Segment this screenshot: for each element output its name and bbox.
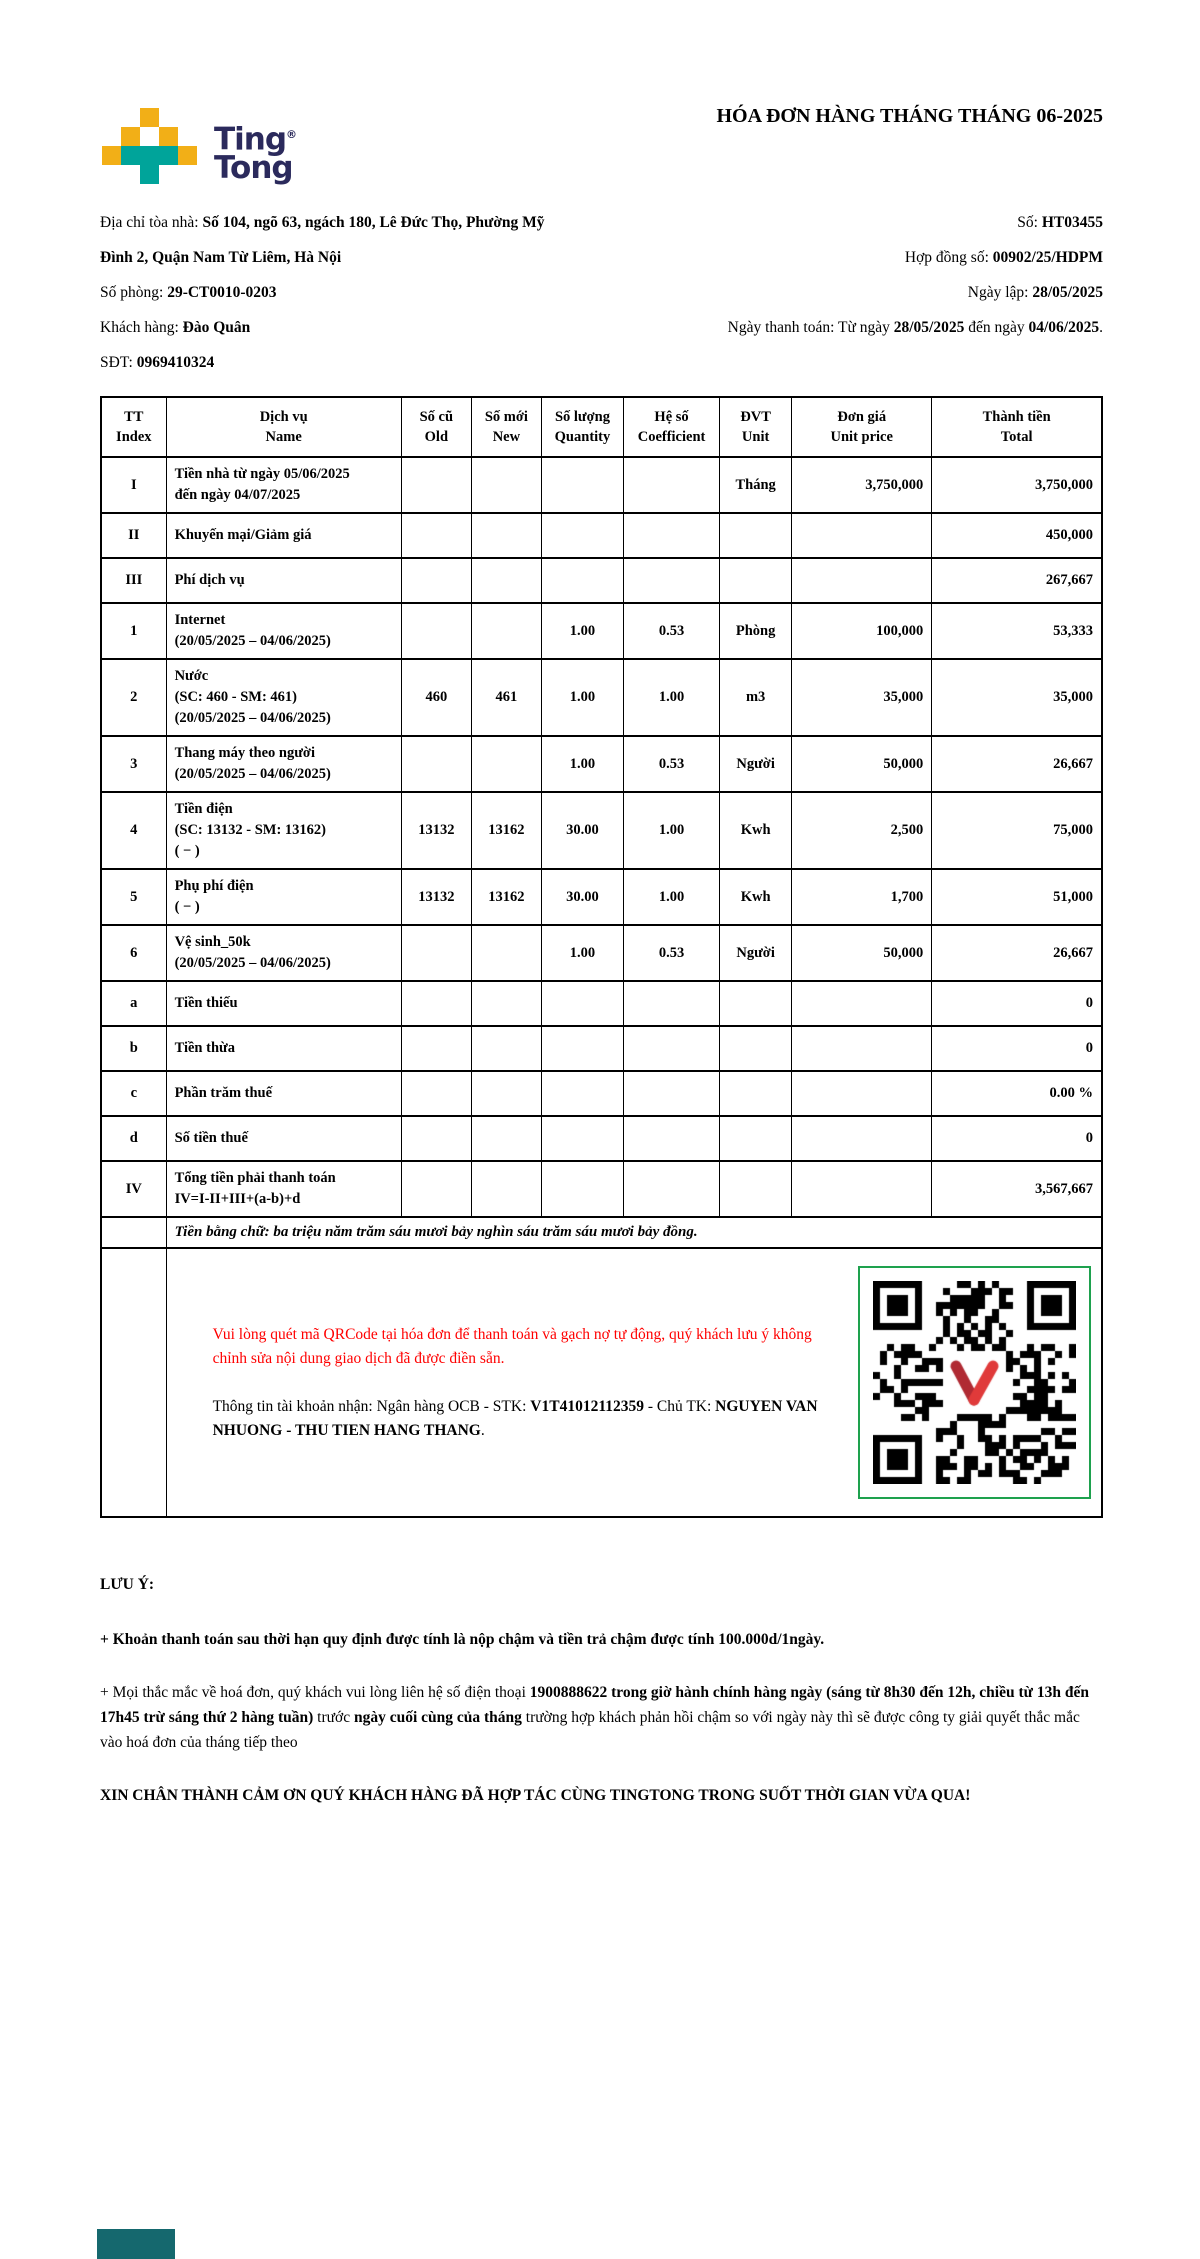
info-field: Ngày thanh toán: Từ ngày 28/05/2025 đến ngày 04/06/2025. (727, 319, 1103, 336)
invoice-row (101, 513, 1102, 558)
cell-new-reading (471, 558, 541, 603)
invoice-row (101, 869, 1102, 925)
qr-row (101, 1248, 1102, 1517)
cell-service-name: Tổng tiền phải thanh toán IV=I-II+III+(a-b)+d (166, 1161, 401, 1217)
cell-unit-price: 2,500 (792, 792, 932, 869)
invoice-row (101, 457, 1102, 513)
column-header: Hệ số Coefficient (624, 397, 720, 457)
cell-new-reading (471, 1161, 541, 1217)
cell-unit-price (792, 1116, 932, 1161)
cell-total: 0 (932, 981, 1102, 1026)
invoice-title: HÓA ĐƠN HÀNG THÁNG THÁNG 06-2025 (716, 105, 1103, 127)
footer-notes (100, 1572, 1100, 1808)
cell-index: 6 (101, 925, 166, 981)
cell-new-reading (471, 457, 541, 513)
column-header: Số mới New (471, 397, 541, 457)
invoice-row (101, 1116, 1102, 1161)
cell-unit: Kwh (720, 869, 792, 925)
cell-service-name: Phụ phí điện ( − ) (166, 869, 401, 925)
cell-index: 2 (101, 659, 166, 736)
column-header: ĐVT Unit (720, 397, 792, 457)
cell-old-reading (401, 1116, 471, 1161)
cell-unit-price (792, 1071, 932, 1116)
cell-index: 4 (101, 792, 166, 869)
cell-total: 53,333 (932, 603, 1102, 659)
cell-index: III (101, 558, 166, 603)
cell-new-reading (471, 1071, 541, 1116)
cell-old-reading: 460 (401, 659, 471, 736)
tingtong-logo-wordmark: Ting® Tong (214, 121, 298, 187)
column-header: Số cũ Old (401, 397, 471, 457)
cell-service-name: Phí dịch vụ (166, 558, 401, 603)
qr-cell (166, 1248, 1102, 1517)
thank-you-note: XIN CHÂN THÀNH CẢM ƠN QUÝ KHÁCH HÀNG ĐÃ HỢP TÁC CÙNG TINGTONG TRONG SUỐT THỜI GIAN VỪA QUA! (100, 1787, 971, 1804)
late-payment-note: + Khoản thanh toán sau thời hạn quy định được tính là nộp chậm và tiền trả chậm được tính 100.000d/1ngày. (100, 1631, 825, 1648)
invoice-row (101, 603, 1102, 659)
cell-quantity (541, 1116, 623, 1161)
invoice-row (101, 736, 1102, 792)
amount-in-words: Tiền bằng chữ: ba triệu năm trăm sáu mươi bảy nghìn sáu trăm sáu mươi bảy đồng. (166, 1217, 1102, 1248)
cell-unit-price (792, 981, 932, 1026)
info-field: Khách hàng: Đào Quân (100, 319, 251, 336)
cell-unit-price: 1,700 (792, 869, 932, 925)
cell-total: 267,667 (932, 558, 1102, 603)
cell-empty-index (101, 1248, 166, 1517)
invoice-row (101, 925, 1102, 981)
cell-service-name: Phần trăm thuế (166, 1071, 401, 1116)
invoice-info (100, 205, 1103, 380)
cell-unit (720, 513, 792, 558)
qr-code-frame (858, 1266, 1091, 1499)
cell-old-reading (401, 981, 471, 1026)
invoice-row (101, 792, 1102, 869)
cell-quantity (541, 981, 623, 1026)
tingtong-logo (102, 108, 297, 185)
cell-index: 5 (101, 869, 166, 925)
registered-mark: ® (286, 128, 298, 141)
cell-total: 3,750,000 (932, 457, 1102, 513)
info-field: Địa chỉ tòa nhà: Số 104, ngõ 63, ngách 180, Lê Đức Thọ, Phường Mỹ Đình 2, Quận Nam Từ Liêm, Hà Nội (100, 214, 545, 266)
cell-quantity (541, 1071, 623, 1116)
cell-quantity: 1.00 (541, 659, 623, 736)
cell-unit: Người (720, 925, 792, 981)
cell-service-name: Tiền nhà từ ngày 05/06/2025 đến ngày 04/07/2025 (166, 457, 401, 513)
cell-coefficient: 0.53 (624, 925, 720, 981)
invoice-row (101, 1026, 1102, 1071)
info-field: Số: HT03455 (1017, 214, 1103, 231)
cell-index: c (101, 1071, 166, 1116)
table-footer-rows (101, 1217, 1102, 1517)
cell-unit: Người (720, 736, 792, 792)
cell-unit-price: 50,000 (792, 925, 932, 981)
cell-service-name: Tiền thừa (166, 1026, 401, 1071)
cell-old-reading (401, 558, 471, 603)
cell-quantity: 30.00 (541, 869, 623, 925)
cell-new-reading (471, 736, 541, 792)
cell-index: d (101, 1116, 166, 1161)
bank-account-info: Thông tin tài khoản nhận: Ngân hàng OCB - STK: V1T41012112359 - Chủ TK: NGUYEN VAN NHUONG - THU TIEN HANG THANG. (212, 1397, 818, 1439)
cell-total: 3,567,667 (932, 1161, 1102, 1217)
cell-old-reading: 13132 (401, 869, 471, 925)
cell-quantity (541, 558, 623, 603)
cell-old-reading (401, 457, 471, 513)
cell-total: 0 (932, 1026, 1102, 1071)
cell-quantity: 1.00 (541, 736, 623, 792)
column-header: Thành tiền Total (932, 397, 1102, 457)
cell-unit: m3 (720, 659, 792, 736)
cell-new-reading (471, 513, 541, 558)
cell-quantity: 1.00 (541, 603, 623, 659)
notes-heading: LƯU Ý: (100, 1576, 155, 1593)
cell-quantity (541, 457, 623, 513)
cell-unit-price: 3,750,000 (792, 457, 932, 513)
cell-total: 0 (932, 1116, 1102, 1161)
cell-old-reading (401, 1026, 471, 1071)
cell-unit-price: 50,000 (792, 736, 932, 792)
cell-unit (720, 1161, 792, 1217)
invoice-row (101, 1071, 1102, 1116)
cell-coefficient: 1.00 (624, 869, 720, 925)
amount-in-words-row (101, 1217, 1102, 1248)
cell-quantity: 30.00 (541, 792, 623, 869)
cell-quantity (541, 513, 623, 558)
cell-new-reading (471, 981, 541, 1026)
invoice-row (101, 659, 1102, 736)
qr-code (873, 1281, 1076, 1484)
cell-coefficient (624, 457, 720, 513)
cell-coefficient (624, 513, 720, 558)
cell-index: I (101, 457, 166, 513)
info-left-column (100, 205, 580, 380)
cell-service-name: Nước (SC: 460 - SM: 461) (20/05/2025 – 04/06/2025) (166, 659, 401, 736)
table-body (101, 457, 1102, 1217)
cell-coefficient: 1.00 (624, 792, 720, 869)
cell-unit-price: 100,000 (792, 603, 932, 659)
column-header: Số lượng Quantity (541, 397, 623, 457)
cell-total: 51,000 (932, 869, 1102, 925)
cell-service-name: Thang máy theo người (20/05/2025 – 04/06/2025) (166, 736, 401, 792)
table-header (101, 397, 1102, 457)
cell-index: 3 (101, 736, 166, 792)
payment-instructions (175, 1323, 832, 1443)
cell-index: b (101, 1026, 166, 1071)
info-field: Hợp đồng số: 00902/25/HDPM (904, 249, 1103, 266)
info-field: Ngày lập: 28/05/2025 (967, 284, 1103, 301)
qr-payment-notice: Vui lòng quét mã QRCode tại hóa đơn để thanh toán và gạch nợ tự động, quý khách lưu ý không chỉnh sửa nội dung giao dịch đã được điền sẵn. (212, 1325, 812, 1367)
cell-old-reading: 13132 (401, 792, 471, 869)
info-field: SĐT: 0969410324 (100, 354, 215, 371)
cell-new-reading (471, 925, 541, 981)
cell-old-reading (401, 736, 471, 792)
cell-service-name: Số tiền thuế (166, 1116, 401, 1161)
column-header: Đơn giá Unit price (792, 397, 932, 457)
cell-index: IV (101, 1161, 166, 1217)
cell-total: 450,000 (932, 513, 1102, 558)
cell-coefficient (624, 1161, 720, 1217)
column-header: TT Index (101, 397, 166, 457)
cell-service-name: Khuyến mại/Giảm giá (166, 513, 401, 558)
cell-total: 26,667 (932, 925, 1102, 981)
cell-coefficient (624, 1116, 720, 1161)
cell-unit (720, 1116, 792, 1161)
cell-empty-index (101, 1217, 166, 1248)
cell-total: 75,000 (932, 792, 1102, 869)
cell-coefficient (624, 981, 720, 1026)
cell-old-reading (401, 1071, 471, 1116)
cell-total: 0.00 % (932, 1071, 1102, 1116)
column-header: Dịch vụ Name (166, 397, 401, 457)
cell-unit-price (792, 1026, 932, 1071)
tingtong-logo-icon (102, 108, 198, 185)
cell-unit (720, 981, 792, 1026)
header (100, 100, 1103, 185)
cell-quantity (541, 1161, 623, 1217)
cell-old-reading (401, 1161, 471, 1217)
cell-quantity (541, 1026, 623, 1071)
cell-coefficient (624, 1026, 720, 1071)
cell-total: 26,667 (932, 736, 1102, 792)
cell-unit: Phòng (720, 603, 792, 659)
page-bottom-cut-artifact (97, 2229, 175, 2259)
cell-coefficient: 0.53 (624, 603, 720, 659)
cell-service-name: Vệ sinh_50k (20/05/2025 – 04/06/2025) (166, 925, 401, 981)
invoice-table (100, 396, 1103, 1518)
cell-index: a (101, 981, 166, 1026)
cell-coefficient: 0.53 (624, 736, 720, 792)
cell-service-name: Internet (20/05/2025 – 04/06/2025) (166, 603, 401, 659)
invoice-row (101, 558, 1102, 603)
cell-coefficient: 1.00 (624, 659, 720, 736)
cell-unit (720, 1071, 792, 1116)
cell-unit: Tháng (720, 457, 792, 513)
cell-unit-price (792, 1161, 932, 1217)
cell-unit-price: 35,000 (792, 659, 932, 736)
cell-coefficient (624, 558, 720, 603)
cell-unit: Kwh (720, 792, 792, 869)
cell-new-reading (471, 1116, 541, 1161)
cell-old-reading (401, 603, 471, 659)
cell-new-reading: 13162 (471, 869, 541, 925)
invoice-row (101, 1161, 1102, 1217)
cell-unit-price (792, 513, 932, 558)
hotline-note: + Mọi thắc mắc về hoá đơn, quý khách vui lòng liên hệ số điện thoại 1900888622 trong giờ hành chính hàng ngày (sáng từ 8h30 đến 12h, chiều từ 13h đến 17h45 trừ sáng thứ 2 hàng tuần) trước ngày cuối cùng của tháng trường hợp khách phản hồi chậm so với ngày này thì sẽ được công ty giải quyết thắc mắc vào hoá đơn của tháng tiếp theo (100, 1684, 1089, 1751)
cell-coefficient (624, 1071, 720, 1116)
invoice-row (101, 981, 1102, 1026)
cell-new-reading: 461 (471, 659, 541, 736)
cell-unit (720, 558, 792, 603)
cell-new-reading (471, 1026, 541, 1071)
cell-service-name: Tiền điện (SC: 13132 - SM: 13162) ( − ) (166, 792, 401, 869)
cell-index: 1 (101, 603, 166, 659)
cell-quantity: 1.00 (541, 925, 623, 981)
info-right-column (580, 205, 1103, 380)
cell-new-reading (471, 603, 541, 659)
cell-total: 35,000 (932, 659, 1102, 736)
cell-new-reading: 13162 (471, 792, 541, 869)
cell-old-reading (401, 925, 471, 981)
cell-index: II (101, 513, 166, 558)
cell-service-name: Tiền thiếu (166, 981, 401, 1026)
info-field: Số phòng: 29-CT0010-0203 (100, 284, 277, 301)
cell-old-reading (401, 513, 471, 558)
cell-unit-price (792, 558, 932, 603)
cell-unit (720, 1026, 792, 1071)
